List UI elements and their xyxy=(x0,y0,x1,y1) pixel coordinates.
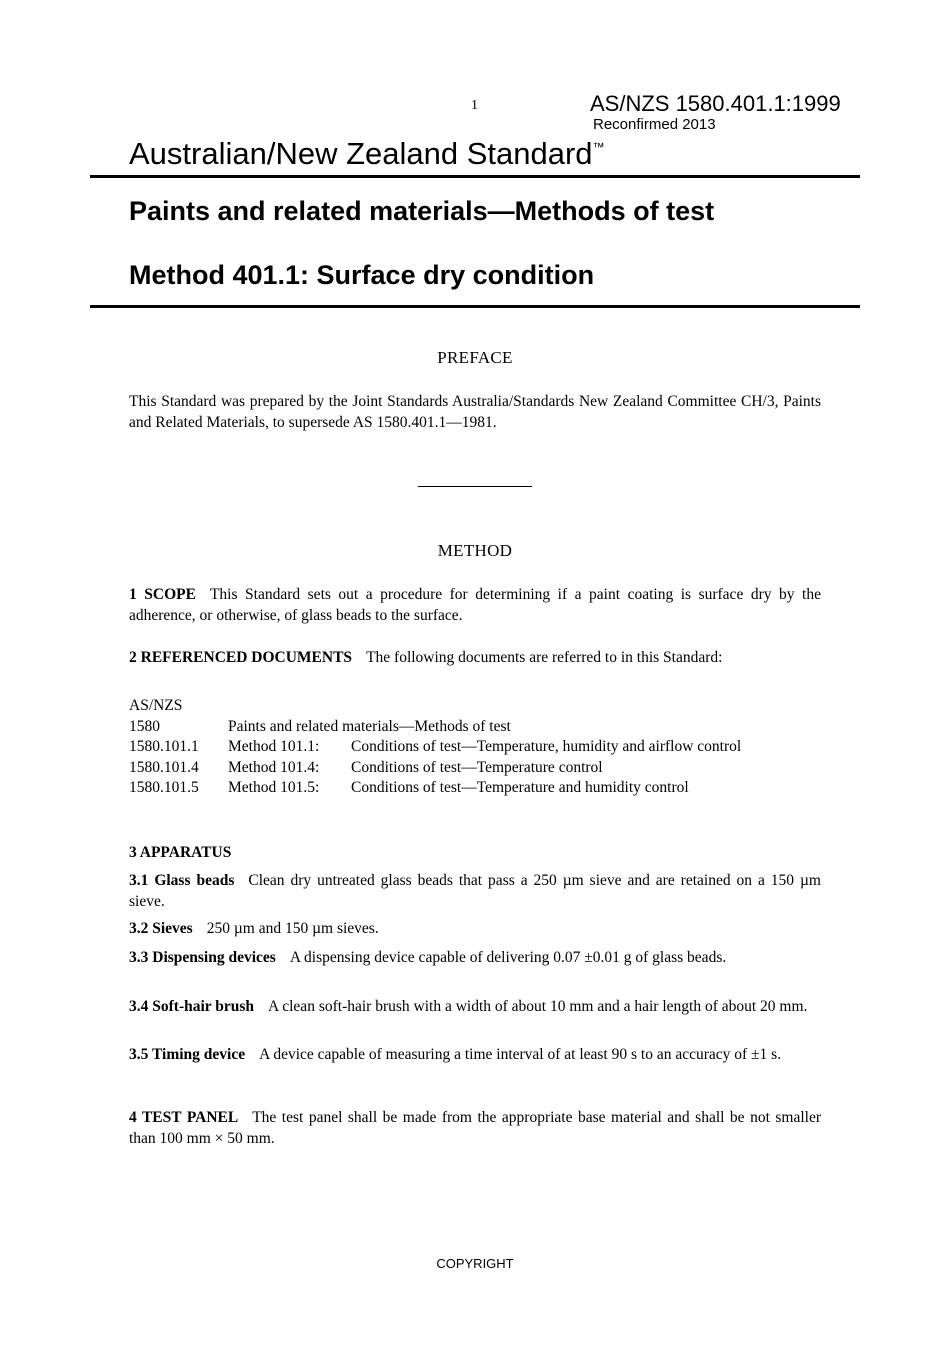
apparatus-item-label: 3.3 Dispensing devices xyxy=(129,949,276,966)
standard-title-text: Australian/New Zealand Standard xyxy=(129,136,593,171)
reference-description: Conditions of test—Temperature, humidity and airflow control xyxy=(351,738,742,755)
reference-description: Conditions of test—Temperature control xyxy=(351,758,603,776)
apparatus-item xyxy=(129,997,821,1018)
referenced-documents-table xyxy=(129,696,821,799)
test-panel-clause xyxy=(129,1108,821,1149)
apparatus-item-text: Clean dry untreated glass beads that pass a 250 µm sieve and are retained on a 150 µm sieve. xyxy=(129,872,821,910)
trademark-symbol: ™ xyxy=(592,140,605,154)
reference-method: Method 101.4: xyxy=(228,758,320,776)
apparatus-item xyxy=(129,1045,821,1066)
section-divider xyxy=(418,486,532,487)
test-panel-text: The test panel shall be made from the appropriate base material and shall be not smaller than 100 mm × 50 mm. xyxy=(129,1109,821,1147)
scope-text: This Standard sets out a procedure for determining if a paint coating is surface dry by the adherence, or otherwise, of glass beads to the surface. xyxy=(129,586,821,624)
apparatus-item-label: 3.1 Glass beads xyxy=(129,872,235,889)
method-heading: METHOD xyxy=(437,541,513,560)
reference-code: 1580 xyxy=(129,717,160,735)
scope-clause xyxy=(129,585,821,626)
method-title: Method 401.1: Surface dry condition xyxy=(129,260,595,290)
reference-code: 1580.101.5 xyxy=(129,779,199,796)
reference-description: Conditions of test—Temperature and humidity control xyxy=(351,779,689,796)
apparatus-item xyxy=(129,871,821,912)
document-number: AS/NZS 1580.401.1:1999 xyxy=(590,91,841,116)
referenced-documents-text: The following documents are referred to in this Standard: xyxy=(366,649,723,666)
header-rule-bottom xyxy=(90,305,860,308)
reference-row xyxy=(129,758,821,779)
header-rule-top xyxy=(90,175,860,178)
test-panel-label: 4 TEST PANEL xyxy=(129,1109,239,1126)
apparatus-item-label: 3.4 Soft-hair brush xyxy=(129,998,255,1015)
apparatus-heading xyxy=(129,843,821,864)
reference-row xyxy=(129,778,821,799)
preface-text: This Standard was prepared by the Joint Standards Australia/Standards New Zealand Committee CH/3, Paints and Related Materials, to supersede AS 1580.401.1—1981. xyxy=(129,393,821,431)
reference-description: Paints and related materials—Methods of test xyxy=(228,717,511,735)
apparatus-item-text: 250 µm and 150 µm sieves. xyxy=(206,920,379,937)
main-title: Paints and related materials—Methods of test xyxy=(129,196,715,226)
reference-group-label: AS/NZS xyxy=(129,697,183,714)
apparatus-item xyxy=(129,919,821,940)
apparatus-item xyxy=(129,948,821,969)
apparatus-item-label: 3.5 Timing device xyxy=(129,1046,246,1063)
reference-code: 1580.101.4 xyxy=(129,758,199,776)
reference-method: Method 101.5: xyxy=(228,779,320,796)
copyright-footer: COPYRIGHT xyxy=(436,1256,514,1271)
apparatus-item-text: A clean soft-hair brush with a width of about 10 mm and a hair length of about 20 mm. xyxy=(268,998,808,1015)
reconfirmed-note: Reconfirmed 2013 xyxy=(593,116,716,133)
apparatus-item-text: A dispensing device capable of delivering 0.07 ±0.01 g of glass beads. xyxy=(289,949,727,966)
page-number: 1 xyxy=(471,98,478,113)
standard-title xyxy=(129,136,605,172)
reference-row xyxy=(129,717,821,738)
referenced-documents-clause xyxy=(129,648,821,669)
reference-method: Method 101.1: xyxy=(228,738,320,755)
reference-code: 1580.101.1 xyxy=(129,738,199,755)
apparatus-label: 3 APPARATUS xyxy=(129,844,232,861)
apparatus-item-label: 3.2 Sieves xyxy=(129,920,193,937)
preface-heading: PREFACE xyxy=(437,348,513,367)
apparatus-item-text: A device capable of measuring a time interval of at least 90 s to an accuracy of ±1 s. xyxy=(259,1046,782,1063)
reference-row xyxy=(129,737,821,758)
scope-label: 1 SCOPE xyxy=(129,586,196,603)
referenced-documents-label: 2 REFERENCED DOCUMENTS xyxy=(129,649,353,666)
